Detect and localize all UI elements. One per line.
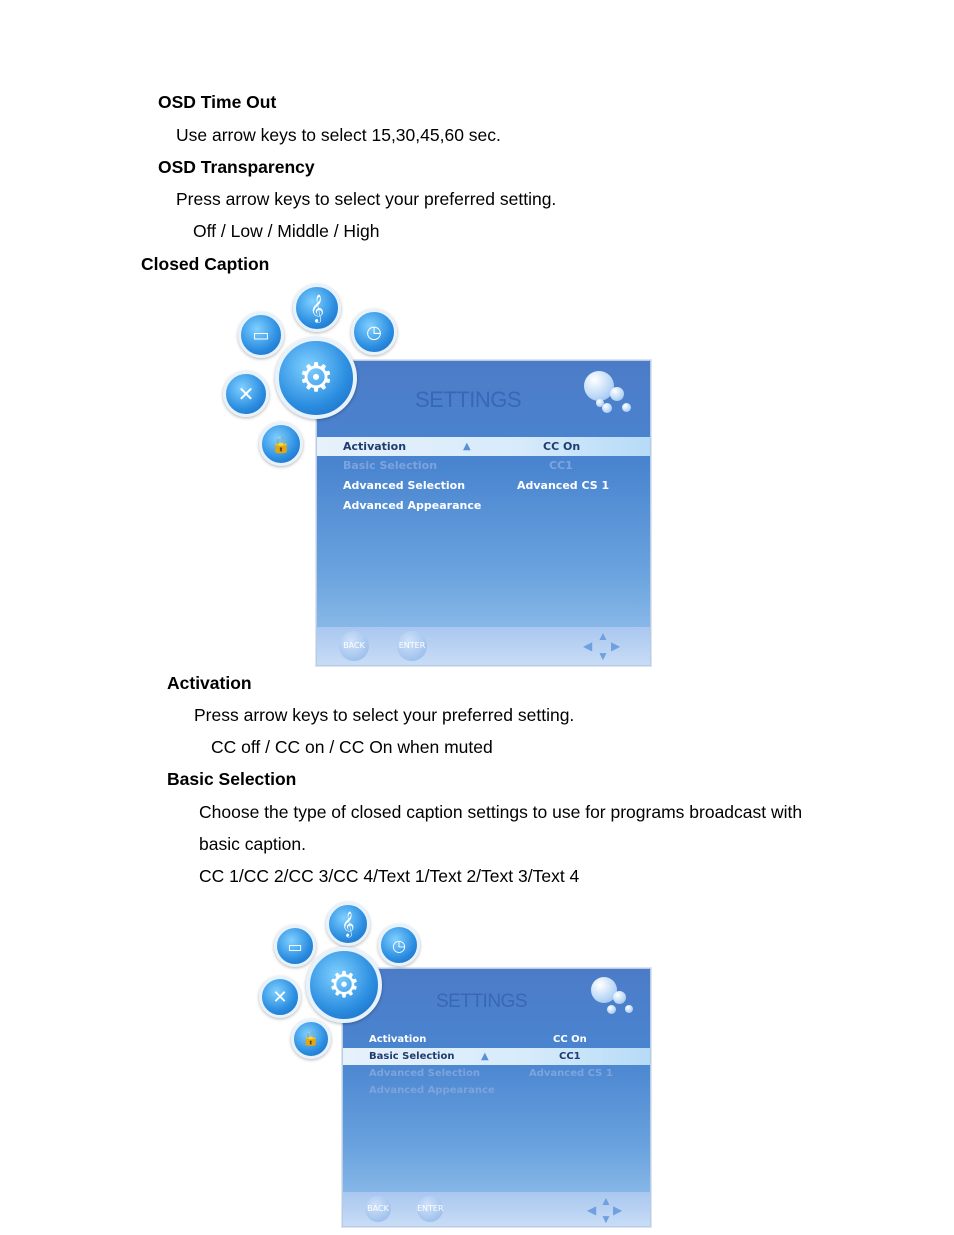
osd-transparency-options: Off / Low / Middle / High (193, 221, 380, 241)
settings-footer (317, 627, 650, 665)
basic-selection-options: CC 1/CC 2/CC 3/CC 4/Text 1/Text 2/Text 3/Text 4 (199, 866, 580, 886)
lock-icon: 🔒 (291, 1019, 331, 1059)
gear-icon: ⚙ (306, 947, 382, 1023)
back-button[interactable]: BACK (365, 1196, 391, 1222)
basic-selection-heading: Basic Selection (167, 769, 297, 789)
tv-icon: ▭ (274, 925, 316, 967)
bubbles-icon (589, 973, 645, 1019)
closed-caption-heading: Closed Caption (141, 254, 270, 274)
osd-transparency-heading: OSD Transparency (158, 157, 315, 177)
menu-row-basic-selection[interactable]: Basic Selection CC1 (343, 459, 573, 472)
enter-button[interactable]: ENTER (417, 1196, 443, 1222)
selection-arrow-icon: ▲ (481, 1051, 489, 1062)
menu-row-basic-selection[interactable]: Basic Selection ▲ CC1 (343, 1048, 650, 1065)
settings-title: SETTINGS (415, 387, 522, 412)
activation-options: CC off / CC on / CC On when muted (211, 737, 493, 757)
bubbles-icon (582, 367, 642, 417)
menu-row-activation[interactable]: Activation ▲ CC On (317, 437, 650, 456)
dpad-icon: ▲ ◀ ▶ ▼ (587, 1194, 623, 1226)
music-note-icon: 𝄞 (326, 902, 370, 946)
settings-screen (316, 360, 651, 666)
gear-icon: ⚙ (275, 337, 357, 419)
back-button[interactable]: BACK (339, 631, 369, 661)
music-note-icon: 𝄞 (293, 284, 341, 332)
osd-transparency-text: Press arrow keys to select your preferred setting. (176, 189, 557, 209)
clock-icon: ◷ (351, 309, 397, 355)
basic-selection-text-1: Choose the type of closed caption settings to use for programs broadcast with (199, 802, 803, 822)
tools-icon: ✕ (259, 976, 301, 1018)
settings-footer (343, 1192, 650, 1226)
osd-timeout-text: Use arrow keys to select 15,30,45,60 sec. (176, 125, 501, 145)
lock-icon: 🔒 (259, 422, 303, 466)
clock-icon: ◷ (378, 924, 420, 966)
menu-row-activation[interactable]: Activation CC On (369, 1034, 587, 1045)
enter-button[interactable]: ENTER (397, 631, 427, 661)
activation-text: Press arrow keys to select your preferred setting. (194, 705, 575, 725)
tools-icon: ✕ (223, 371, 269, 417)
menu-row-advanced-appearance[interactable]: Advanced Appearance (343, 499, 482, 512)
dpad-icon: ▲ ◀ ▶ ▼ (583, 629, 621, 663)
menu-row-advanced-appearance[interactable]: Advanced Appearance (369, 1085, 495, 1096)
activation-heading: Activation (167, 673, 252, 693)
menu-row-advanced-selection[interactable]: Advanced Selection Advanced CS 1 (343, 479, 610, 492)
settings-screen (342, 968, 651, 1227)
selection-arrow-icon: ▲ (463, 441, 471, 452)
menu-row-advanced-selection[interactable]: Advanced Selection Advanced CS 1 (369, 1068, 613, 1079)
basic-selection-text-2: basic caption. (199, 834, 307, 854)
osd-timeout-heading: OSD Time Out (158, 92, 277, 112)
settings-title: SETTINGS (436, 991, 528, 1012)
tv-icon: ▭ (238, 312, 284, 358)
